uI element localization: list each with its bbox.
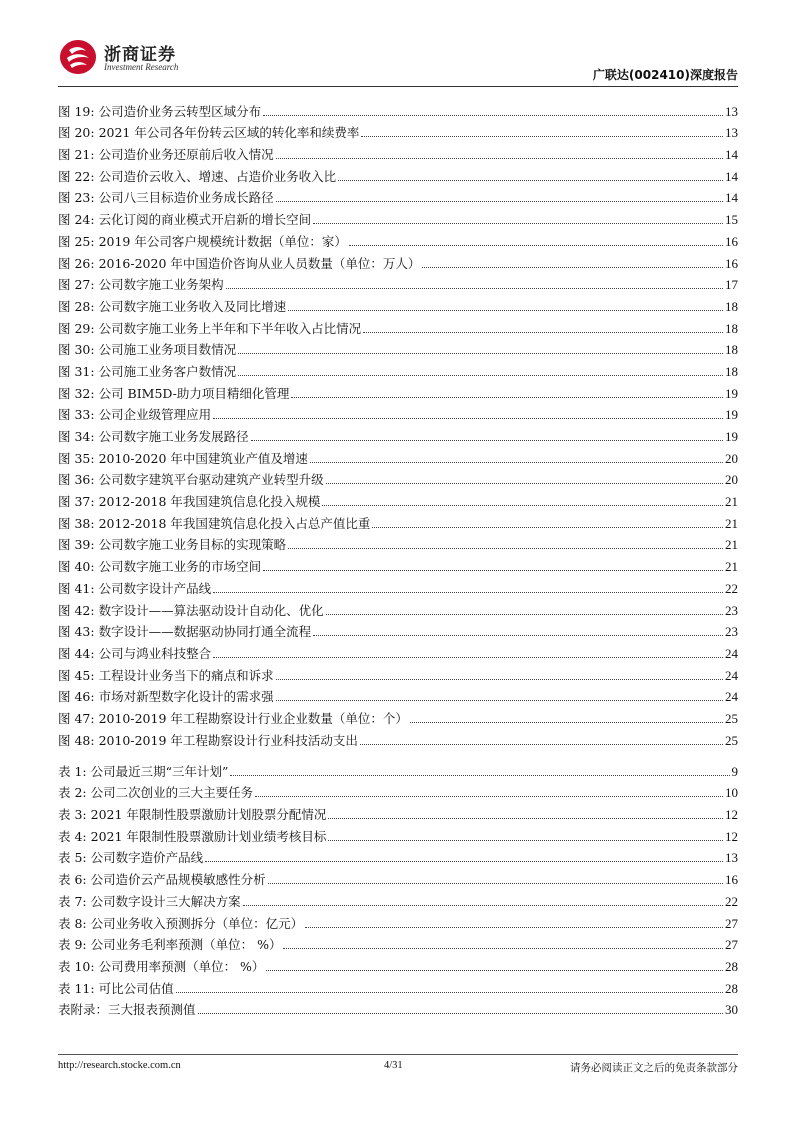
dot-leader [338,180,723,181]
figure-list [58,97,738,748]
dot-leader [288,310,723,311]
figure-entry-page: 14 [725,147,738,163]
figure-entry-page: 15 [725,212,738,228]
footer-divider [58,1054,738,1055]
table-entry-page: 28 [725,958,738,974]
figure-entry-page: 14 [725,168,738,184]
figure-entry[interactable] [58,618,738,640]
dot-leader [251,440,723,441]
figure-entry[interactable] [58,596,738,618]
figure-entry-label: 图 26: 2016-2020 年中国造价咨询从业人员数量（单位：万人） [58,255,421,271]
figure-entry-page: 22 [725,580,738,596]
brand-name-cn: 浙商证券 [104,45,176,65]
figure-entry-label: 图 21: 公司造价业务还原前后收入情况 [58,147,274,163]
figure-entry-label: 图 23: 公司八三目标造价业务成长路径 [58,190,274,206]
dot-leader [243,905,723,906]
figure-entry-label: 图 45: 工程设计业务当下的痛点和诉求 [58,667,274,683]
report-title: 广联达(002410)深度报告 [592,68,738,82]
table-entry[interactable] [58,887,738,909]
table-entry-label: 表 5: 公司数字造价产品线 [58,850,204,866]
table-entry[interactable] [58,996,738,1018]
figure-entry[interactable] [58,704,738,726]
figure-entry-label: 图 40: 公司数字施工业务的市场空间 [58,559,262,575]
figure-entry-label: 图 30: 公司施工业务项目数情况 [58,342,237,358]
table-entry-label: 表 3: 2021 年限制性股票激励计划股票分配情况 [58,807,327,823]
dot-leader [276,201,723,202]
dot-leader [313,635,723,636]
figure-entry-label: 图 24: 云化订阅的商业模式开启新的增长空间 [58,212,312,228]
table-entry-label: 表 7: 公司数字设计三大解决方案 [58,893,241,909]
figure-entry-label: 图 33: 公司企业级管理应用 [58,407,212,423]
dot-leader [266,970,723,971]
table-entry-label: 表 9: 公司业务毛利率预测（单位： %） [58,937,282,953]
dot-leader [422,267,723,268]
dot-leader [176,992,723,993]
table-entry-page: 30 [725,1002,738,1018]
dot-leader [276,679,723,680]
dot-leader [213,418,723,419]
table-entry-page: 9 [731,763,738,779]
dot-leader [263,115,723,116]
figure-entry[interactable] [58,661,738,683]
dot-leader [328,818,723,819]
table-entry[interactable] [58,952,738,974]
figure-entry[interactable] [58,119,738,141]
figure-entry[interactable] [58,683,738,705]
dot-leader [310,462,723,463]
table-entry-page: 27 [725,937,738,953]
figure-entry-page: 21 [725,537,738,553]
figure-entry[interactable] [58,401,738,423]
figure-entry-label: 图 41: 公司数字设计产品线 [58,580,212,596]
figure-entry-label: 图 38: 2012-2018 年我国建筑信息化投入占总产值比重 [58,515,371,531]
figure-entry-page: 23 [725,624,738,640]
table-entry-page: 13 [725,850,738,866]
figure-entry[interactable] [58,487,738,509]
figure-entry-label: 图 35: 2010-2020 年中国建筑业产值及增速 [58,450,308,466]
figure-entry-page: 24 [725,689,738,705]
table-entry-label: 表 1: 公司最近三期“三年计划” [58,763,229,779]
figure-entry-page: 25 [725,710,738,726]
table-entry-page: 12 [725,807,738,823]
figure-entry-label: 图 43: 数字设计——数据驱动协同打通全流程 [58,624,312,640]
figure-entry[interactable] [58,336,738,358]
figure-entry-page: 21 [725,515,738,531]
page-header [58,34,738,86]
table-entry[interactable] [58,800,738,822]
figure-entry-label: 图 37: 2012-2018 年我国建筑信息化投入规模 [58,494,321,510]
figure-entry-label: 图 22: 公司造价云收入、增速、占造价业务收入比 [58,168,337,184]
dot-leader [313,223,723,224]
figure-entry-page: 19 [725,429,738,444]
dot-leader [288,548,723,549]
figure-entry-page: 18 [725,298,738,314]
figure-entry-page: 20 [725,472,738,488]
table-entry-page: 10 [725,785,738,801]
dot-leader [372,527,723,528]
figure-entry[interactable] [58,227,738,249]
page-number: 4/31 [384,1060,403,1071]
table-entry-label: 表 2: 公司二次创业的三大主要任务 [58,785,254,801]
dot-leader [410,722,723,723]
figure-entry-label: 图 19: 公司造价业务云转型区域分布 [58,103,262,119]
figure-entry-page: 20 [725,450,738,466]
dot-leader [326,483,723,484]
figure-entry-label: 图 46: 市场对新型数字化设计的需求强 [58,689,274,705]
header-divider [58,86,738,87]
figure-entry-label: 图 48: 2010-2019 年工程勘察设计行业科技活动支出 [58,732,358,748]
figure-entry[interactable] [58,726,738,748]
dot-leader [226,288,723,289]
figure-entry[interactable] [58,184,738,206]
dot-leader [213,657,723,658]
table-entry-label: 表 8: 公司业务收入预测拆分（单位：亿元） [58,915,304,931]
dot-leader [326,614,723,615]
figure-entry[interactable] [58,292,738,314]
dot-leader [363,332,723,333]
figure-entry[interactable] [58,205,738,227]
figure-entry[interactable] [58,574,738,596]
figure-entry-label: 图 34: 公司数字施工业务发展路径 [58,429,249,444]
figure-entry-page: 25 [725,732,738,748]
figure-entry-label: 图 39: 公司数字施工业务目标的实现策略 [58,537,287,553]
figure-entry[interactable] [58,639,738,661]
table-entry[interactable] [58,865,738,887]
figure-entry[interactable] [58,357,738,379]
table-entry[interactable] [58,909,738,931]
figure-entry-page: 24 [725,667,738,683]
figure-entry-label: 图 32: 公司 BIM5D-助力项目精细化管理 [58,385,290,401]
table-entry-page: 16 [725,872,738,888]
brand-name-en: Investment Research [104,62,179,72]
figure-entry-page: 18 [725,320,738,336]
footer-url-link[interactable]: http://research.stocke.com.cn [58,1060,181,1071]
table-entry[interactable] [58,844,738,866]
figure-entry[interactable] [58,466,738,488]
figure-entry-page: 17 [725,277,738,293]
figure-entry-label: 图 31: 公司施工业务客户数情况 [58,363,237,379]
dot-leader [255,796,723,797]
dot-leader [328,840,723,841]
figure-entry-label: 图 36: 公司数字建筑平台驱动建筑产业转型升级 [58,472,324,488]
figure-entry[interactable] [58,444,738,466]
figure-entry[interactable] [58,271,738,293]
dot-leader [263,570,723,571]
table-entry[interactable] [58,757,738,779]
figure-entry-page: 19 [725,407,738,423]
dot-leader [205,861,723,862]
dot-leader [268,883,723,884]
dot-leader [238,353,723,354]
figure-entry-label: 图 42: 数字设计——算法驱动设计自动化、优化 [58,602,324,618]
figure-entry[interactable] [58,552,738,574]
figure-entry[interactable] [58,140,738,162]
table-entry[interactable] [58,822,738,844]
table-entry-label: 表 11: 可比公司估值 [58,980,174,996]
figure-entry-page: 18 [725,342,738,358]
figure-entry-page: 23 [725,602,738,618]
figure-entry[interactable] [58,379,738,401]
figure-entry-label: 图 27: 公司数字施工业务架构 [58,277,224,293]
table-entry[interactable] [58,974,738,996]
table-entry-page: 22 [725,893,738,909]
figure-entry-page: 21 [725,494,738,510]
dot-leader [361,136,723,137]
figure-entry-page: 19 [725,385,738,401]
figure-entry-label: 图 44: 公司与鸿业科技整合 [58,645,212,661]
disclaimer-note: 请务必阅读正文之后的免责条款部分 [570,1062,738,1074]
figure-entry-page: 16 [725,233,738,249]
dot-leader [291,397,723,398]
dot-leader [360,744,723,745]
table-entry-label: 表 4: 2021 年限制性股票激励计划业绩考核目标 [58,828,327,844]
figure-entry-label: 图 20: 2021 年公司各年份转云区域的转化率和续费率 [58,125,360,141]
dot-leader [230,775,729,776]
figure-entry-label: 图 29: 公司数字施工业务上半年和下半年收入占比情况 [58,320,362,336]
dot-leader [276,700,723,701]
dot-leader [213,592,723,593]
figure-entry-page: 21 [725,559,738,575]
figure-entry[interactable] [58,531,738,553]
dot-leader [349,245,723,246]
table-list [58,757,738,1017]
figure-entry-page: 16 [725,255,738,271]
dot-leader [305,927,723,928]
figure-entry[interactable] [58,162,738,184]
table-entry-label: 表 6: 公司造价云产品规模敏感性分析 [58,872,266,888]
dot-leader [276,158,723,159]
table-entry-label: 表附录：三大报表预测值 [58,1002,196,1018]
table-entry-page: 12 [725,828,738,844]
table-entry[interactable] [58,779,738,801]
figure-entry-label: 图 28: 公司数字施工业务收入及同比增速 [58,298,287,314]
figure-entry[interactable] [58,249,738,271]
table-entry[interactable] [58,931,738,953]
figure-entry-page: 24 [725,645,738,661]
table-entry-page: 28 [725,980,738,996]
figure-entry[interactable] [58,422,738,444]
table-entry-page: 27 [725,915,738,931]
dot-leader [238,375,723,376]
figure-entry-label: 图 47: 2010-2019 年工程勘察设计行业企业数量（单位：个） [58,710,408,726]
dot-leader [322,505,723,506]
figure-entry-page: 14 [725,190,738,206]
dot-leader [198,1013,723,1014]
dot-leader [283,948,723,949]
zheshang-logo-icon [58,38,98,76]
figure-entry[interactable] [58,97,738,119]
figure-entry-label: 图 25: 2019 年公司客户规模统计数据（单位：家） [58,233,347,249]
table-entry-label: 表 10: 公司费用率预测（单位： %） [58,958,265,974]
figure-entry-page: 13 [725,125,738,141]
figure-entry[interactable] [58,509,738,531]
figure-entry-page: 13 [725,103,738,119]
figure-entry[interactable] [58,314,738,336]
figure-entry-page: 18 [725,363,738,379]
